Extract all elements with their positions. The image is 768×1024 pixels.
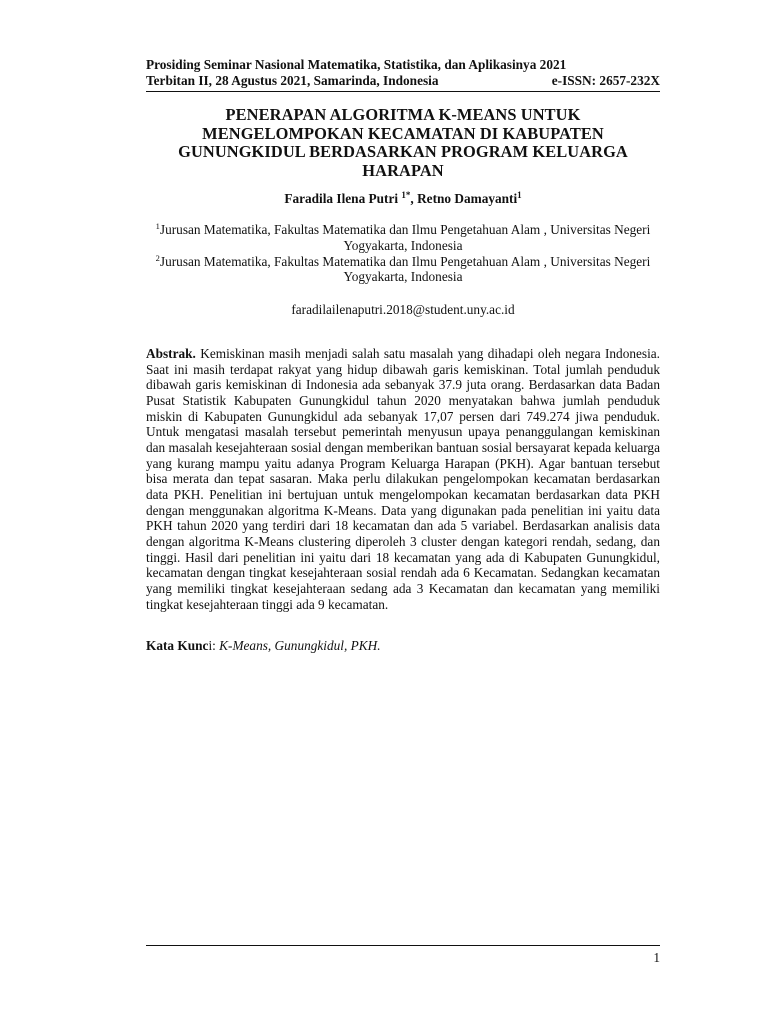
abstract [146,346,660,612]
header-line-2 [146,73,660,89]
keywords-label-tail: i: [208,638,220,653]
abstract-text: Kemiskinan masih menjadi salah satu masalah yang dihadapi oleh negara Indonesia. Saat ini masih terdapat rakyat yang hidup dibawah garis kemiskinan. Total jumlah penduduk dibawah garis kemiskinan di Indonesia ada sebanyak 37.9 juta orang. Berdasarkan data Badan Pusat Statistik Kabupaten Gunungkidul tahun 2020 menyatakan bahwa jumlah penduduk miskin di Kabupaten Gunungkidul ada sebanyak 17,07 persen dari 749.274 jiwa penduduk. Untuk mengatasi masalah tersebut pemerintah menyusun upaya penanggulangan kemiskinan dan masalah kesejahteraan sosial dengan memberikan bantuan sosial bersayarat kepada keluarga yang kurang mampu yaitu adanya Program Keluarga Harapan (PKH). Agar bantuan tersebut bisa merata dan tepat sasaran. Maka perlu dilakukan pengelompokan kecamatan berdasarkan data PKH. Penelitian ini bertujuan untuk mengelompokan kecamatan berdasarkan data PKH dengan menggunakan algoritma K-Means. Data yang digunakan pada penelitian ini yaitu data PKH tahun 2020 yang terdiri dari 18 kecamatan dan ada 5 variabel. Berdasarkan analisis data dengan algoritma K-Means clustering diperoleh 3 cluster dengan kategori rendah, sedang, dan tinggi. Hasil dari penelitian ini yaitu dari 18 kecamatan yang ada di Kabupaten Gunungkidul, kecamatan dengan tingkat kesejahteraan sosial rendah ada 6 Kecamatan. Sedangkan kecamatan yang memiliki tingkat kesejahteraan sedang ada 3 Kecamatan dan kecamatan yang memiliki tingkat kesejahteraan tinggi ada 9 kecamatan. [146,346,660,612]
affiliation-1-marker: 1 [155,221,160,231]
author-1-superscript: 1* [401,190,411,200]
affiliation-1-text: Jurusan Matematika, Fakultas Matematika dan Ilmu Pengetahuan Alam , Universitas Negeri Yogyakarta, Indonesia [159,222,651,253]
author-separator: , [410,191,418,206]
paper-title: PENERAPAN ALGORITMA K-MEANS UNTUK MENGELOMPOKAN KECAMATAN DI KABUPATEN GUNUNGKIDUL BERDASARKAN PROGRAM KELUARGA HARAPAN [178,105,628,180]
affiliation-2-marker: 2 [155,252,160,263]
page-number: 1 [653,950,660,965]
author-2-superscript: 1 [517,190,522,200]
edition-date-location: Terbitan II, 28 Agustus 2021, Samarinda, Indonesia [146,73,439,88]
author-line [146,191,660,207]
author-1-name: Faradila Ilena Putri [284,191,402,206]
affiliations [146,222,660,285]
footer-rule [146,945,660,946]
keywords-values: K-Means, Gunungkidul, PKH. [219,638,381,653]
abstract-label: Abstrak. [146,346,196,361]
affiliation-2-text: Jurusan Matematika, Fakultas Matematika dan Ilmu Pengetahuan Alam , Universitas Negeri Yogyakarta, Indonesia [159,253,651,285]
issn: e-ISSN: 2657-232X [551,73,660,88]
running-header [146,57,660,92]
header-line-1 [146,57,660,73]
keywords [146,638,660,654]
header-rule [146,91,660,92]
proceedings-name: Prosiding Seminar Nasional Matematika, Statistika, dan Aplikasinya 2021 [146,57,567,72]
author-email[interactable]: faradilailenaputri.2018@student.uny.ac.id [291,302,515,317]
affiliation-2 [146,254,660,285]
author-2-name: Retno Damayanti [417,191,518,206]
keywords-label: Kata Kunc [146,638,209,653]
affiliation-1 [146,222,660,253]
